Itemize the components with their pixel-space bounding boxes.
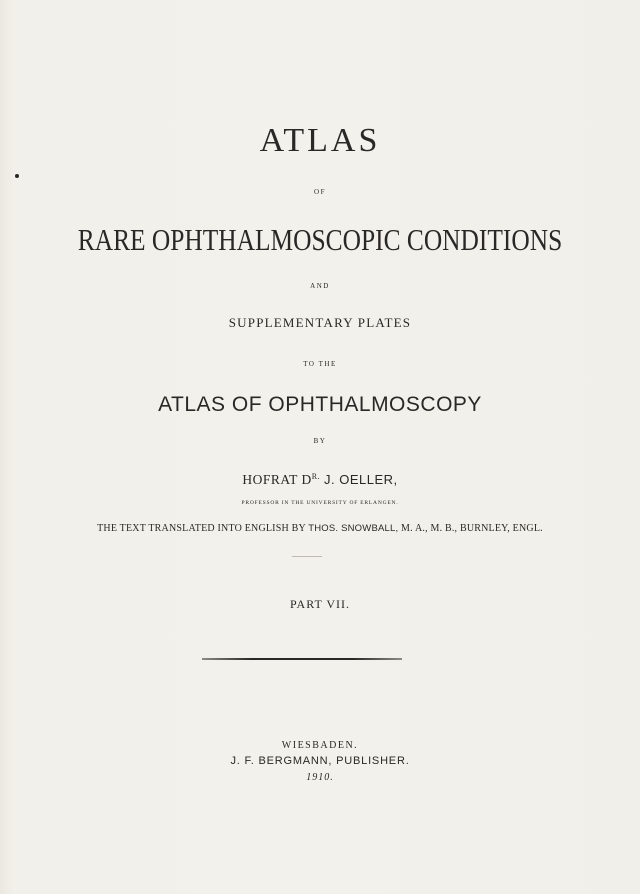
translation-line — [0, 523, 640, 534]
author-line — [0, 472, 640, 488]
translator-name: THOS. SNOWBALL, — [308, 523, 399, 534]
translation-prefix: THE TEXT TRANSLATED INTO ENGLISH BY — [97, 523, 306, 534]
connector-of: OF — [314, 188, 326, 196]
author-title-hofrat: HOFRAT — [242, 472, 298, 487]
author-dr — [302, 472, 321, 487]
title-atlas: ATLAS — [259, 122, 381, 159]
connector-and: AND — [310, 282, 330, 290]
author-affiliation: PROFESSOR IN THE UNIVERSITY OF ERLANGEN. — [241, 500, 399, 506]
translator-credentials: M. A., M. B., BURNLEY, ENGL. — [401, 523, 543, 534]
subtitle-atlas-of-ophthalmoscopy: ATLAS OF OPHTHALMOSCOPY — [158, 393, 482, 416]
author-dr-letter: D — [301, 472, 312, 487]
short-divider — [292, 556, 322, 557]
long-divider — [202, 658, 402, 660]
stray-ink-mark — [15, 174, 19, 178]
author-dr-superscript: R. — [311, 472, 321, 481]
connector-by: BY — [313, 437, 327, 445]
part-number: PART VII. — [289, 597, 351, 611]
imprint-publisher: J. F. BERGMANN, PUBLISHER. — [230, 755, 410, 767]
imprint-year: 1910. — [306, 772, 334, 783]
subtitle-supplementary-plates: SUPPLEMENTARY PLATES — [228, 315, 412, 330]
main-title: RARE OPHTHALMOSCOPIC CONDITIONS — [77, 222, 563, 257]
author-name: J. OELLER, — [323, 472, 398, 487]
imprint-city: WIESBADEN. — [281, 740, 359, 751]
connector-to-the: TO THE — [303, 360, 337, 368]
